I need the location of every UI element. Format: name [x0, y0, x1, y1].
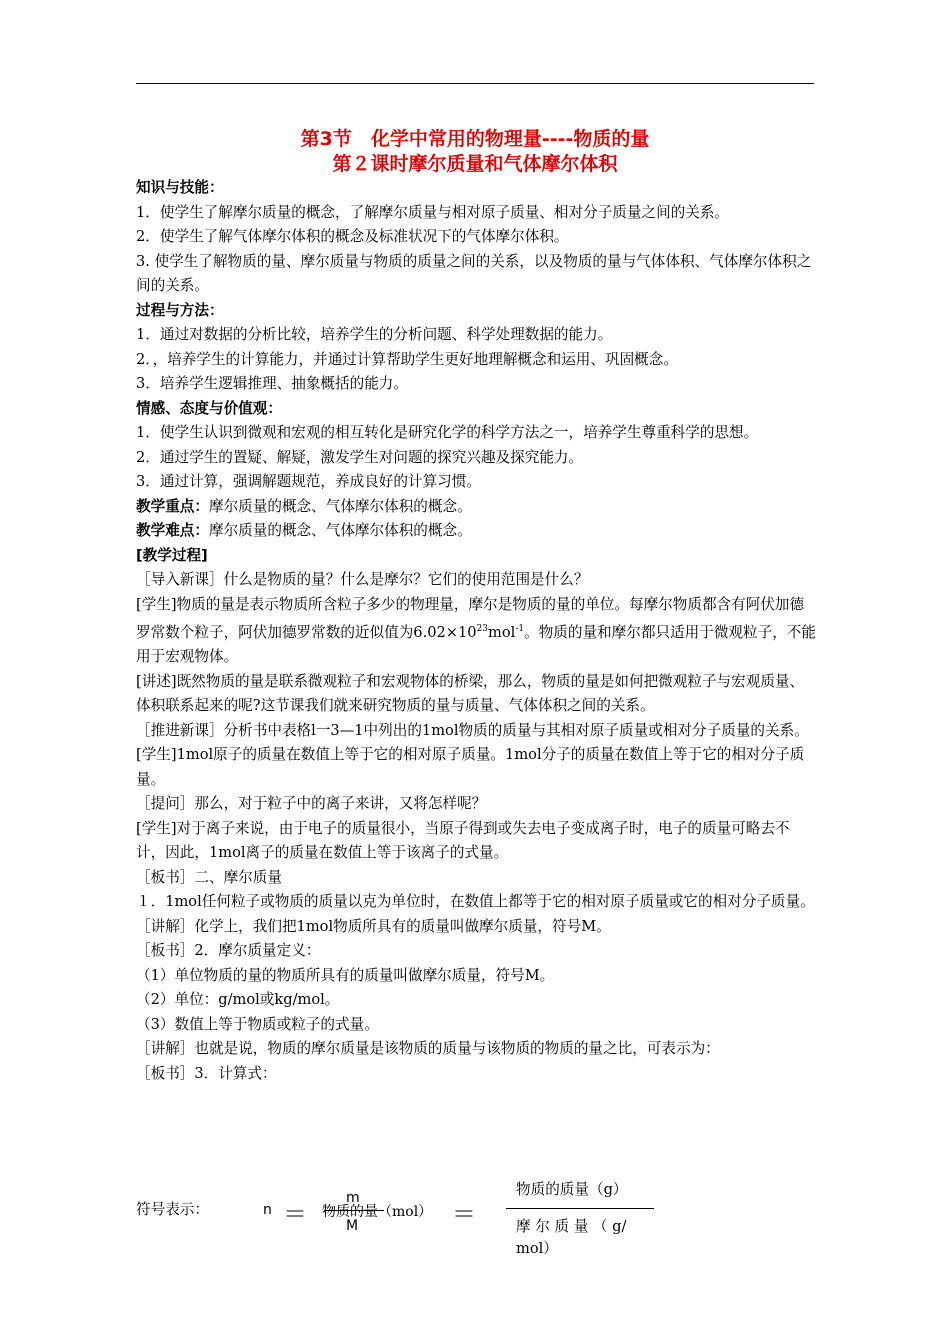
heading-knowledge: 知识与技能： [136, 179, 224, 196]
equals-sign: ＝ [452, 1200, 476, 1228]
paragraph: 2．通过学生的置疑、解疑，激发学生对问题的探究兴趣及探究能力。 [136, 448, 584, 466]
paragraph: ［板书］3．计算式： [136, 1064, 277, 1082]
difficulty-point [136, 519, 816, 544]
paragraph: ［导入新课］什么是物质的量？什么是摩尔？它们的使用范围是什么？ [136, 571, 589, 588]
paragraph [136, 593, 816, 670]
heading-emotion: 情感、态度与价值观： [136, 399, 282, 417]
difficulty-text: 摩尔质量的概念、气体摩尔体积的概念。 [208, 522, 472, 539]
paragraph: 3．通过计算，强调解题规范，养成良好的计算习惯。 [136, 473, 481, 490]
paragraph: ［板书］二、摩尔质量 [136, 868, 282, 886]
fraction-denominator: 摩 尔 质 量 （ g/ mol） [516, 1218, 627, 1257]
paragraph: 1．使学生了解摩尔质量的概念，了解摩尔质量与相对原子质量、相对分子质量之间的关系。 [136, 203, 730, 221]
paragraph: [讲述]既然物质的量是联系微观粒子和宏观物体的桥梁，那么，物质的量是如何把微观粒子与宏观质量、体积联系起来的呢?这节课我们就来研究物质的量与质量、气体体积之间的关系。 [136, 672, 805, 715]
formula-middle-text: 物质的量（mol） [322, 1204, 433, 1220]
superscript: 23 [476, 624, 489, 634]
key-point-text: 摩尔质量的概念、气体摩尔体积的概念。 [208, 497, 472, 515]
difficulty-label: 教学难点： [136, 522, 209, 539]
paragraph: 1．使学生认识到微观和宏观的相互转化是研究化学的科学方法之一，培养学生尊重科学的思想。 [136, 424, 759, 441]
text-run: 。物质的量和摩尔都只适用于微观粒子，不能用于宏观物体。 [136, 623, 816, 666]
formula-m: m [346, 1190, 360, 1206]
fraction-numerator: 物质的质量（g） [516, 1181, 628, 1198]
fraction-bar [506, 1208, 654, 1209]
heading-process: 过程与方法： [136, 301, 224, 319]
text-run: [学生]物质的量是表示物质所含粒子多少的物理量，摩尔是物质的量的单位。每摩尔物质都含有阿伏加德罗常数个粒子，阿伏加德罗常数的近似值为6.02×10 [136, 595, 805, 641]
paragraph: [学生]1mol原子的质量在数值上等于它的相对原子质量。1mol分子的质量在数值上等于它的相对分子质量。 [136, 746, 805, 788]
text-run: mol [488, 623, 516, 641]
header-rule [136, 83, 814, 84]
paragraph: [学生]对于离子来说，由于电子的质量很小，当原子得到或失去电子变成离子时，电子的质量可略去不计，因此，1mol离子的质量在数值上等于该离子的式量。 [136, 819, 790, 862]
paragraph: ［讲解］化学上，我们把1mol物质所具有的质量叫做摩尔质量，符号M。 [136, 917, 611, 935]
paragraph: （1）单位物质的量的物质所具有的质量叫做摩尔质量，符号M。 [136, 966, 555, 984]
formula-block [136, 1172, 816, 1262]
formula-label: 符号表示： [136, 1201, 209, 1218]
paragraph: （2）单位：g/mol或kg/mol。 [136, 991, 340, 1009]
heading-teaching-process: [教学过程] [136, 546, 208, 564]
paragraph: 3. 使学生了解物质的量、摩尔质量与物质的质量之间的关系，以及物质的量与气体体积、气体摩尔体积之间的关系。 [136, 252, 812, 294]
paragraph: ［讲解］也就是说，物质的摩尔质量是该物质的质量与该物质的物质的量之比，可表示为： [136, 1040, 720, 1058]
paragraph: 2．，培养学生的计算能力，并通过计算帮助学生更好地理解概念和运用、巩固概念。 [136, 350, 678, 368]
paragraph: ［板书］2．摩尔质量定义： [136, 942, 321, 960]
fraction-bar [324, 1210, 384, 1211]
document-body [136, 176, 816, 1086]
paragraph: （3）数值上等于物质或粒子的式量。 [136, 1015, 379, 1033]
paragraph: 3．培养学生逻辑推理、抽象概括的能力。 [136, 375, 408, 392]
paragraph: 1．通过对数据的分析比较，培养学生的分析问题、科学处理数据的能力。 [136, 326, 613, 343]
superscript: -1 [515, 624, 525, 634]
formula-M: M [346, 1218, 359, 1234]
equals-sign: ＝ [283, 1200, 307, 1228]
page-subtitle: 第２课时摩尔质量和气体摩尔体积 [332, 153, 618, 175]
paragraph: ［推进新课］分析书中表格l一3—1中列出的1mol物质的质量与其相对原子质量或相对分子质量的关系。 [136, 721, 809, 739]
page-title: 第3节 化学中常用的物理量----物质的量 [300, 128, 650, 150]
key-point [136, 495, 816, 520]
formula-n: n [263, 1202, 272, 1218]
paragraph: １．1mol任何粒子或物质的质量以克为单位时，在数值上都等于它的相对原子质量或它的相对分子质量。 [136, 893, 815, 911]
key-point-label: 教学重点： [136, 497, 209, 515]
paragraph: ［提问］那么，对于粒子中的离子来讲，又将怎样呢？ [136, 795, 487, 813]
paragraph: 2．使学生了解气体摩尔体积的概念及标准状况下的气体摩尔体积。 [136, 228, 569, 245]
